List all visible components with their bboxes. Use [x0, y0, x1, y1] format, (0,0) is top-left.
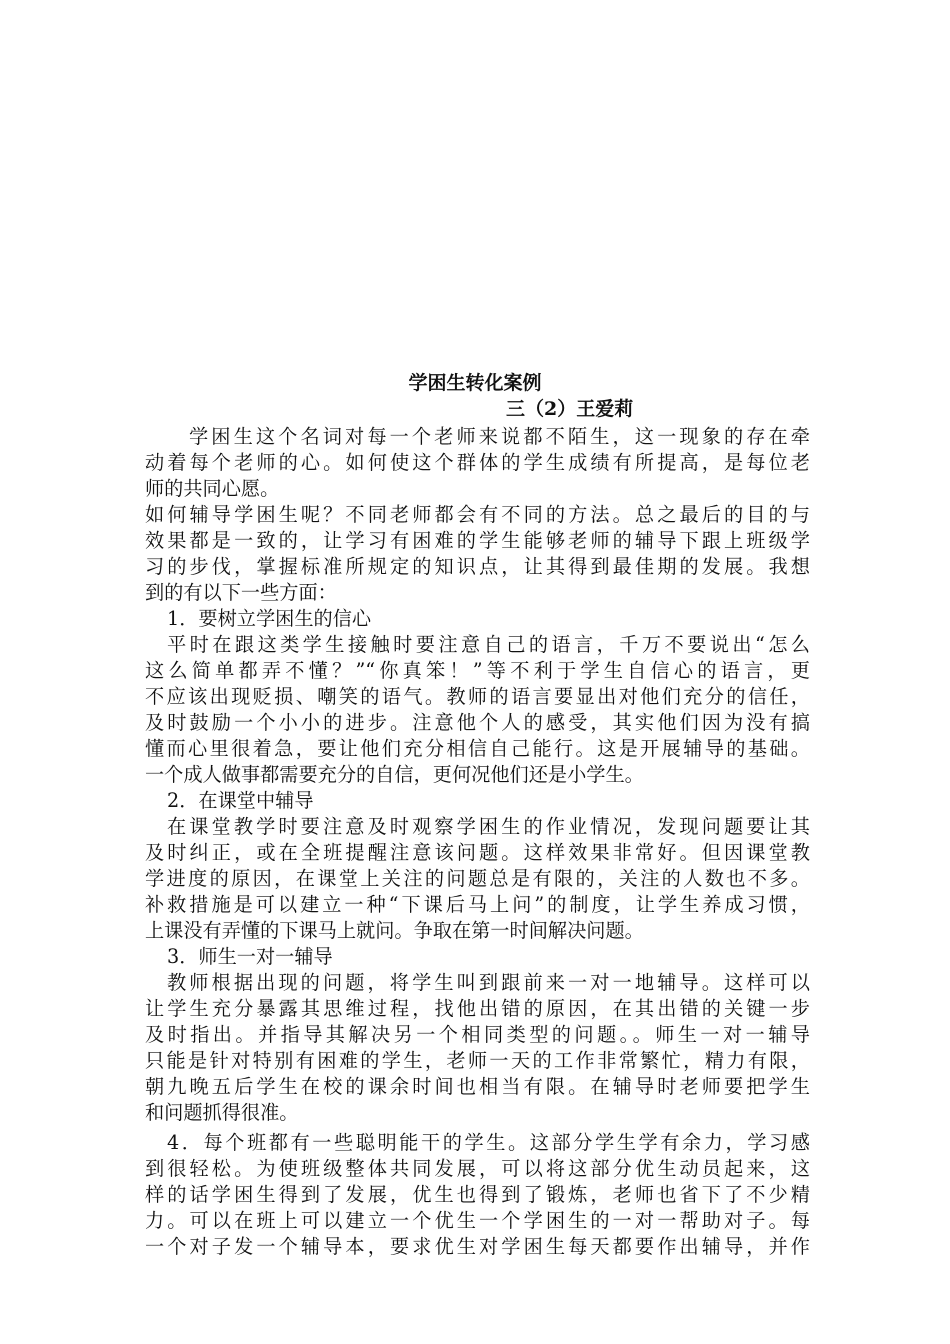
- body-line: 及时纠正，或在全班提醒注意该问题。这样效果非常好。但因课堂教: [145, 841, 810, 864]
- body-line: 懂而心里很着急，要让他们充分相信自己能行。这是开展辅导的基础。: [145, 737, 810, 760]
- section-heading: 1．要树立学困生的信心: [167, 607, 372, 630]
- body-line: 和问题抓得很准。: [145, 1101, 299, 1124]
- body-line: 教师根据出现的问题，将学生叫到跟前来一对一地辅导。这样可以: [167, 971, 810, 994]
- document-author: 三（2）王爱莉: [506, 398, 634, 420]
- section-heading: 3．师生一对一辅导: [167, 945, 333, 968]
- body-line: 样的话学困生得到了发展，优生也得到了锻炼，老师也省下了不少精: [145, 1183, 810, 1206]
- body-line: 到的有以下一些方面：: [145, 581, 337, 604]
- body-line: 习的步伐，掌握标准所规定的知识点，让其得到最佳期的发展。我想: [145, 555, 810, 578]
- body-line: 到很轻松。为使班级整体共同发展，可以将这部分优生动员起来，这: [145, 1157, 810, 1180]
- body-line: 平时在跟这类学生接触时要注意自己的语言，千万不要说出“怎么: [167, 633, 810, 656]
- body-line: 一个对子发一个辅导本，要求优生对学困生每天都要作出辅导，并作: [145, 1235, 810, 1258]
- section-heading: 2．在课堂中辅导: [167, 789, 314, 812]
- body-line: 力。可以在班上可以建立一个优生一个学困生的一对一帮助对子。每: [145, 1209, 810, 1232]
- body-line: 动着每个老师的心。如何使这个群体的学生成绩有所提高，是每位老: [145, 451, 810, 474]
- body-line: 在课堂教学时要注意及时观察学困生的作业情况，发现问题要让其: [167, 815, 810, 838]
- body-line: 如何辅导学困生呢？不同老师都会有不同的方法。总之最后的目的与: [145, 503, 810, 526]
- body-line: 这么简单都弄不懂？”“你真笨！”等不利于学生自信心的语言，更: [145, 659, 810, 682]
- document-title: 学困生转化案例: [408, 372, 542, 394]
- body-line: 补救措施是可以建立一种“下课后马上问”的制度，让学生养成习惯，: [145, 893, 810, 916]
- body-line: 不应该出现贬损、嘲笑的语气。教师的语言要显出对他们充分的信任，: [145, 685, 810, 708]
- body-line: 只能是针对特别有困难的学生，老师一天的工作非常繁忙，精力有限，: [145, 1049, 810, 1072]
- body-line: 朝九晚五后学生在校的课余时间也相当有限。在辅导时老师要把学生: [145, 1075, 810, 1098]
- body-line: 学困生这个名词对每一个老师来说都不陌生，这一现象的存在牵: [189, 425, 810, 448]
- body-line: 上课没有弄懂的下课马上就问。争取在第一时间解决问题。: [145, 919, 644, 942]
- body-line: 一个成人做事都需要充分的自信，更何况他们还是小学生。: [145, 763, 644, 786]
- body-line: 效果都是一致的，让学习有困难的学生能够老师的辅导下跟上班级学: [145, 529, 810, 552]
- body-line: 让学生充分暴露其思维过程，找他出错的原因，在其出错的关键一步: [145, 997, 810, 1020]
- body-line: 学进度的原因，在课堂上关注的问题总是有限的，关注的人数也不多。: [145, 867, 810, 890]
- body-line: 师的共同心愿。: [145, 477, 280, 500]
- section-heading: 4．每个班都有一些聪明能干的学生。这部分学生学有余力，学习感: [167, 1131, 810, 1154]
- document-body: [145, 424, 810, 1260]
- body-line: 及时指出。并指导其解决另一个相同类型的问题。。师生一对一辅导: [145, 1023, 810, 1046]
- body-line: 及时鼓励一个小小的进步。注意他个人的感受，其实他们因为没有搞: [145, 711, 810, 734]
